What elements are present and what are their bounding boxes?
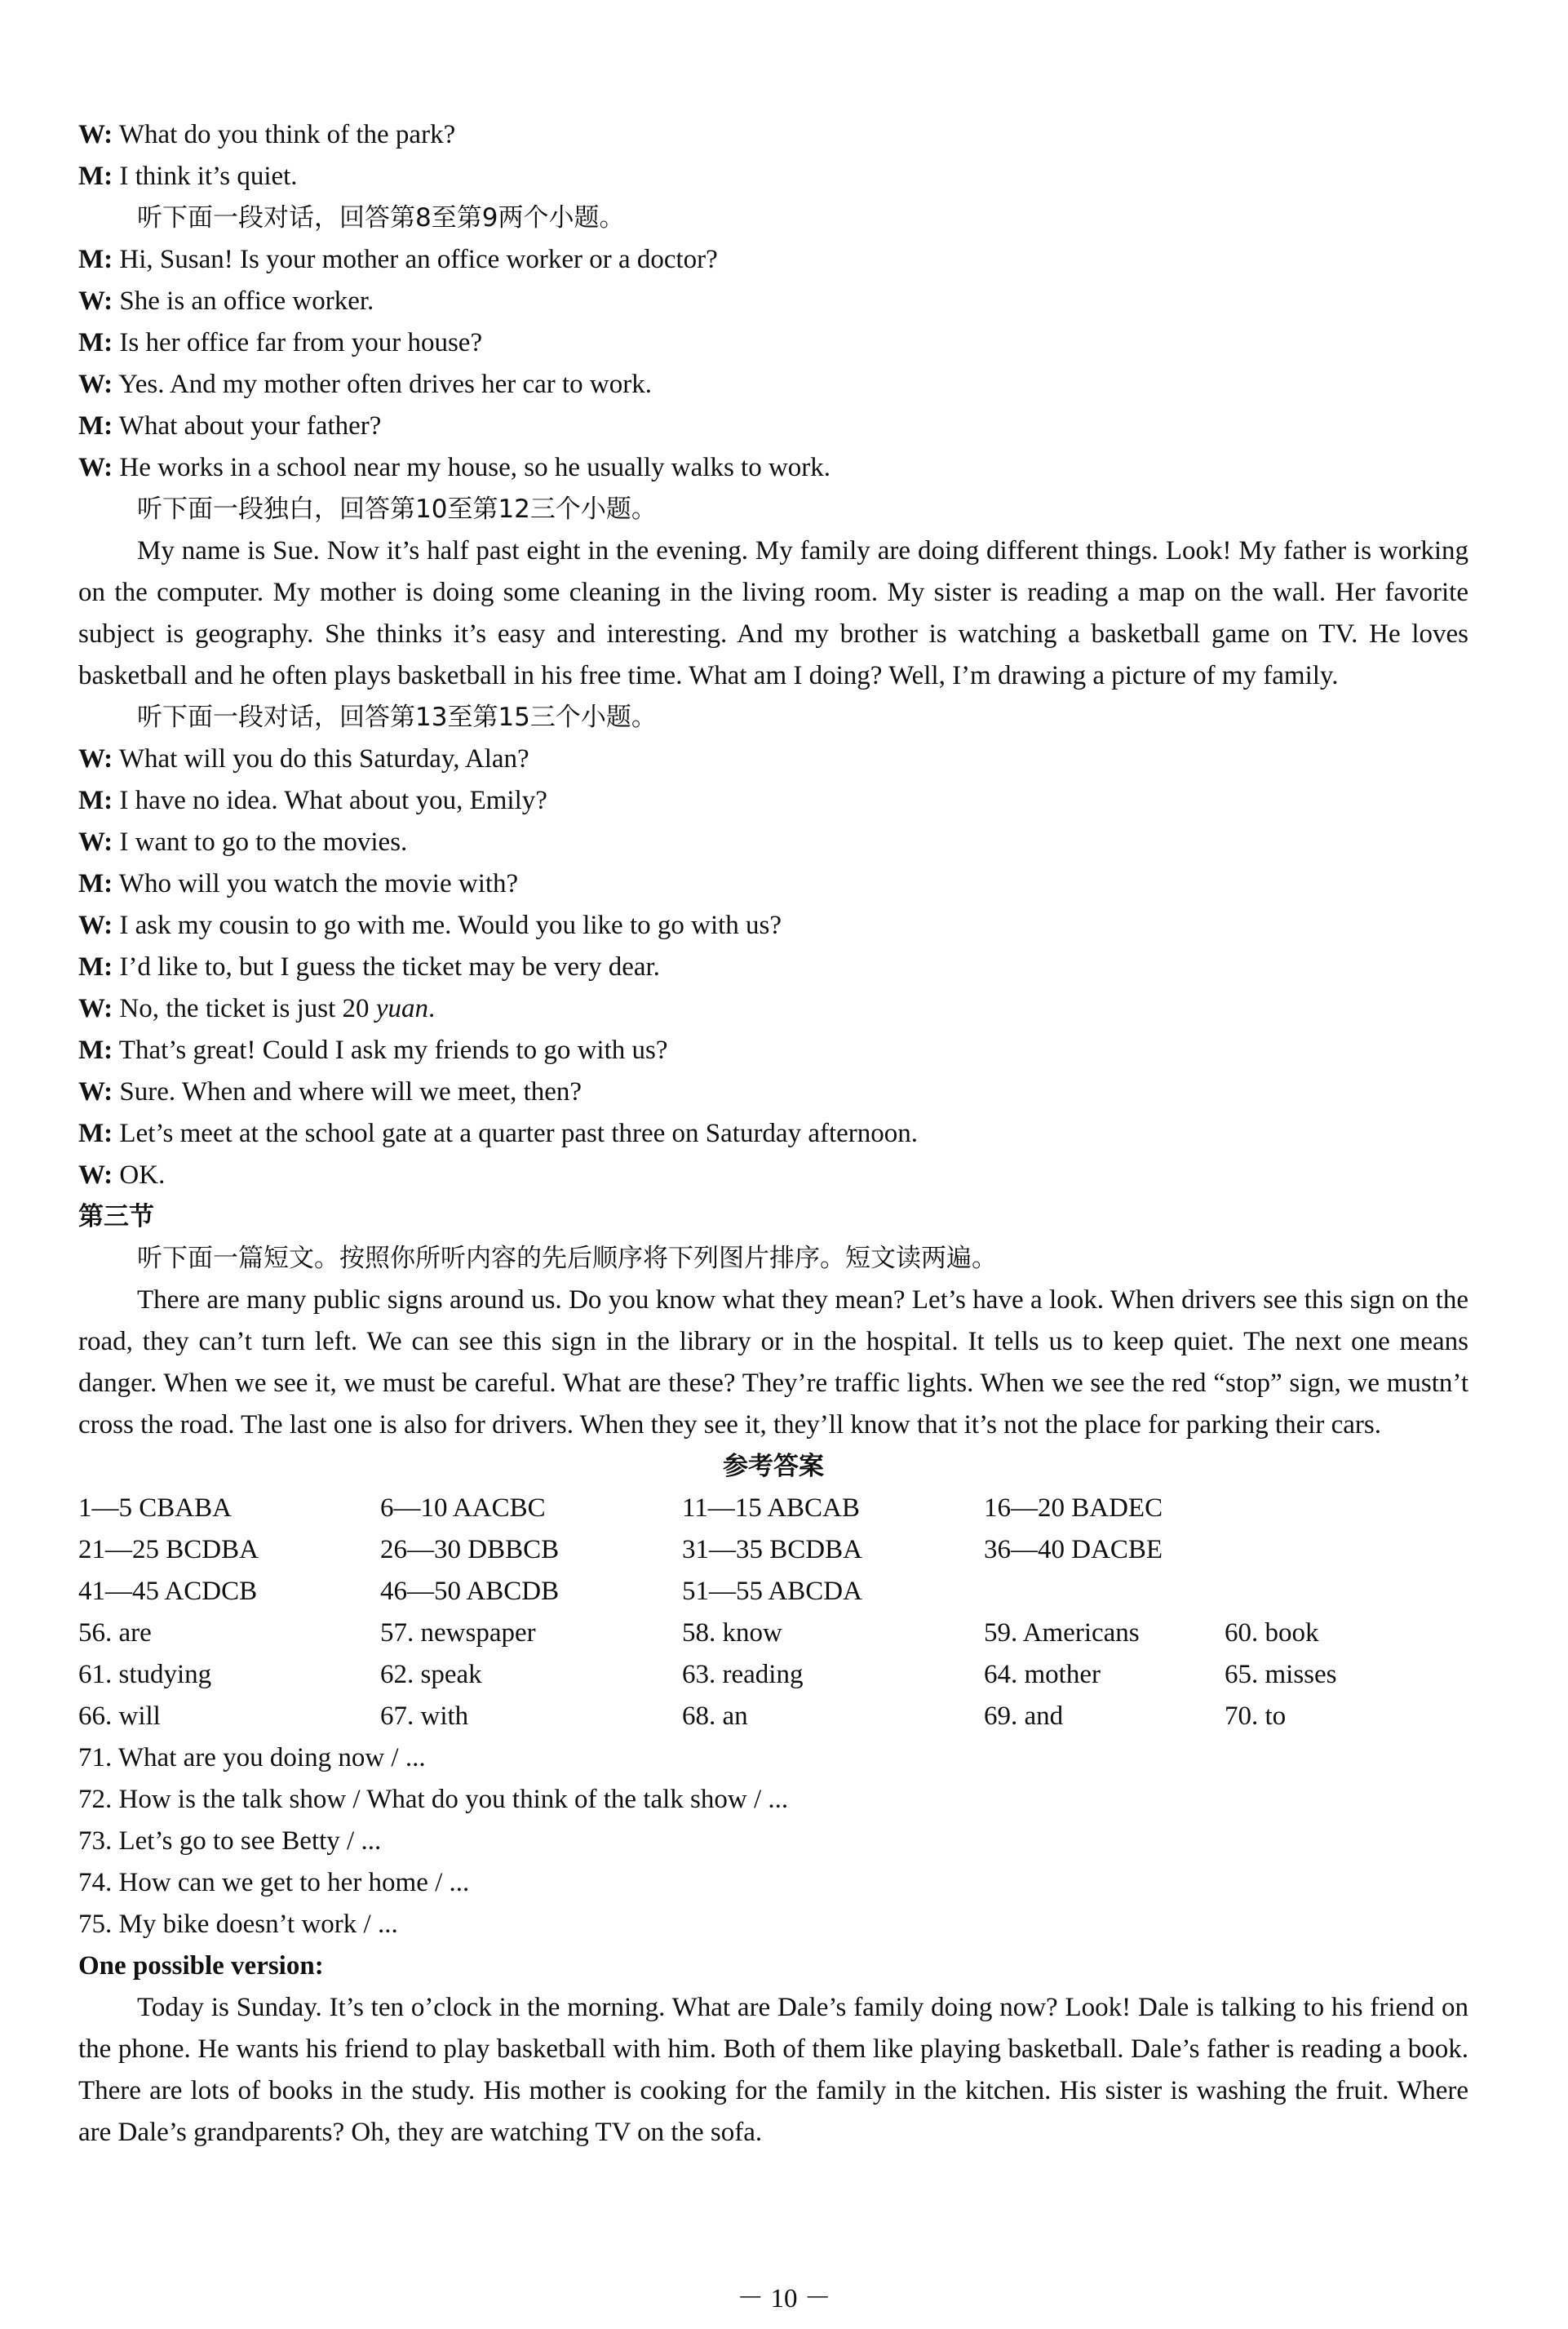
answer-row: 66. will 67. with 68. an 69. and 70. to	[78, 1701, 1287, 1731]
dialogue-line: M: Let’s meet at the school gate at a quarter past three on Saturday afternoon.	[78, 1119, 919, 1148]
dialogue-line: W: He works in a school near my house, so he usually walks to work.	[78, 453, 831, 482]
dialogue-park	[78, 114, 1468, 197]
answer-line: 74. How can we get to her home / ...	[78, 1868, 470, 1897]
instruction-10-12: 听下面一段独白，回答第10至第12三个小题。	[137, 495, 657, 524]
dialogue-line: W: OK.	[78, 1160, 166, 1190]
dialogue-line: M: I’d like to, but I guess the ticket may be very dear.	[78, 952, 660, 982]
answer-row: 56. are 57. newspaper 58. know 59. Americans 60. book	[78, 1618, 1319, 1648]
page-number: － 10 －	[737, 2284, 831, 2313]
dialogue-line-ticket: W: No, the ticket is just 20 yuan.	[78, 994, 436, 1023]
answers-71-75	[78, 1737, 1468, 1945]
instruction-8-9: 听下面一段对话，回答第8至第9两个小题。	[137, 203, 625, 233]
dialogue-line: W: What will you do this Saturday, Alan?	[78, 744, 529, 774]
answer-grid	[78, 1488, 1468, 1737]
document-page	[78, 114, 1468, 2154]
dialogue-line: M: What about your father?	[78, 411, 382, 441]
answer-line: 73. Let’s go to see Betty / ...	[78, 1826, 382, 1856]
section-3-instruction: 听下面一篇短文。按照你所听内容的先后顺序将下列图片排序。短文读两遍。	[137, 1244, 997, 1273]
dialogue-line: W: I ask my cousin to go with me. Would you like to go with us?	[78, 911, 782, 940]
instruction-13-15: 听下面一段对话，回答第13至第15三个小题。	[137, 703, 657, 732]
answer-line: 71. What are you doing now / ...	[78, 1743, 426, 1772]
dialogue-line: W: What do you think of the park?	[78, 120, 456, 149]
section-3-title: 第三节	[78, 1202, 154, 1231]
section-3-passage: There are many public signs around us. Do you know what they mean? Let’s have a look. When drivers see this sign on the road, they can’t turn left. We can see this sign in the library or in the hospital. It tells us to keep quiet. The next one means danger. When we see it, we must be careful. What are these? They’re traffic lights. When we see the red “stop” sign, we mustn’t cross the road. The last one is also for drivers. When they see it, they’ll know that it’s not the place for parking their cars.	[78, 1285, 1468, 1440]
dialogue-line: M: Hi, Susan! Is your mother an office worker or a doctor?	[78, 245, 718, 274]
dialogue-movies	[78, 739, 1468, 1196]
answer-line: 72. How is the talk show / What do you think of the talk show / ...	[78, 1785, 789, 1814]
dialogue-line: M: I have no idea. What about you, Emily?	[78, 786, 547, 815]
answers-title: 参考答案	[723, 1452, 824, 1481]
dialogue-line: W: She is an office worker.	[78, 286, 374, 316]
dialogue-line: W: I want to go to the movies.	[78, 827, 408, 857]
dialogue-line: M: That’s great! Could I ask my friends to go with us?	[78, 1036, 668, 1065]
dialogue-line: M: Is her office far from your house?	[78, 328, 483, 357]
answer-row: 61. studying 62. speak 63. reading 64. mother 65. misses	[78, 1660, 1337, 1689]
dialogue-line: M: Who will you watch the movie with?	[78, 869, 519, 898]
answer-line: 75. My bike doesn’t work / ...	[78, 1910, 398, 1939]
answer-row: 41—45 ACDCB 46—50 ABCDB 51—55 ABCDA	[78, 1577, 862, 1606]
dialogue-line: W: Sure. When and where will we meet, then?	[78, 1077, 582, 1107]
dialogue-line: W: Yes. And my mother often drives her car to work.	[78, 370, 652, 399]
version-paragraph: Today is Sunday. It’s ten o’clock in the morning. What are Dale’s family doing now? Look! Dale is talking to his friend on the phone. He wants his friend to play basketball with him. Both of them like playing basketball. Dale’s father is reading a book. There are lots of books in the study. His mother is cooking for the family in the kitchen. His sister is washing the fruit. Where are Dale’s grandparents? Oh, they are watching TV on the sofa.	[78, 1993, 1468, 2147]
answer-row: 1—5 CBABA 6—10 AACBC 11—15 ABCAB 16—20 BADEC	[78, 1493, 1163, 1523]
dialogue-susan	[78, 239, 1468, 489]
monologue-paragraph: My name is Sue. Now it’s half past eight in the evening. My family are doing different things. Look! My father is working on the computer. My mother is doing some cleaning in the living room. My sister is reading a map on the wall. Her favorite subject is geography. She thinks it’s easy and interesting. And my brother is watching a basketball game on TV. He loves basketball and he often plays basketball in his free time. What am I doing? Well, I’m drawing a picture of my family.	[78, 536, 1468, 690]
answer-row: 21—25 BCDBA 26—30 DBBCB 31—35 BCDBA 36—40 DACBE	[78, 1535, 1163, 1564]
version-title: One possible version:	[78, 1951, 324, 1981]
dialogue-line: M: I think it’s quiet.	[78, 162, 298, 191]
